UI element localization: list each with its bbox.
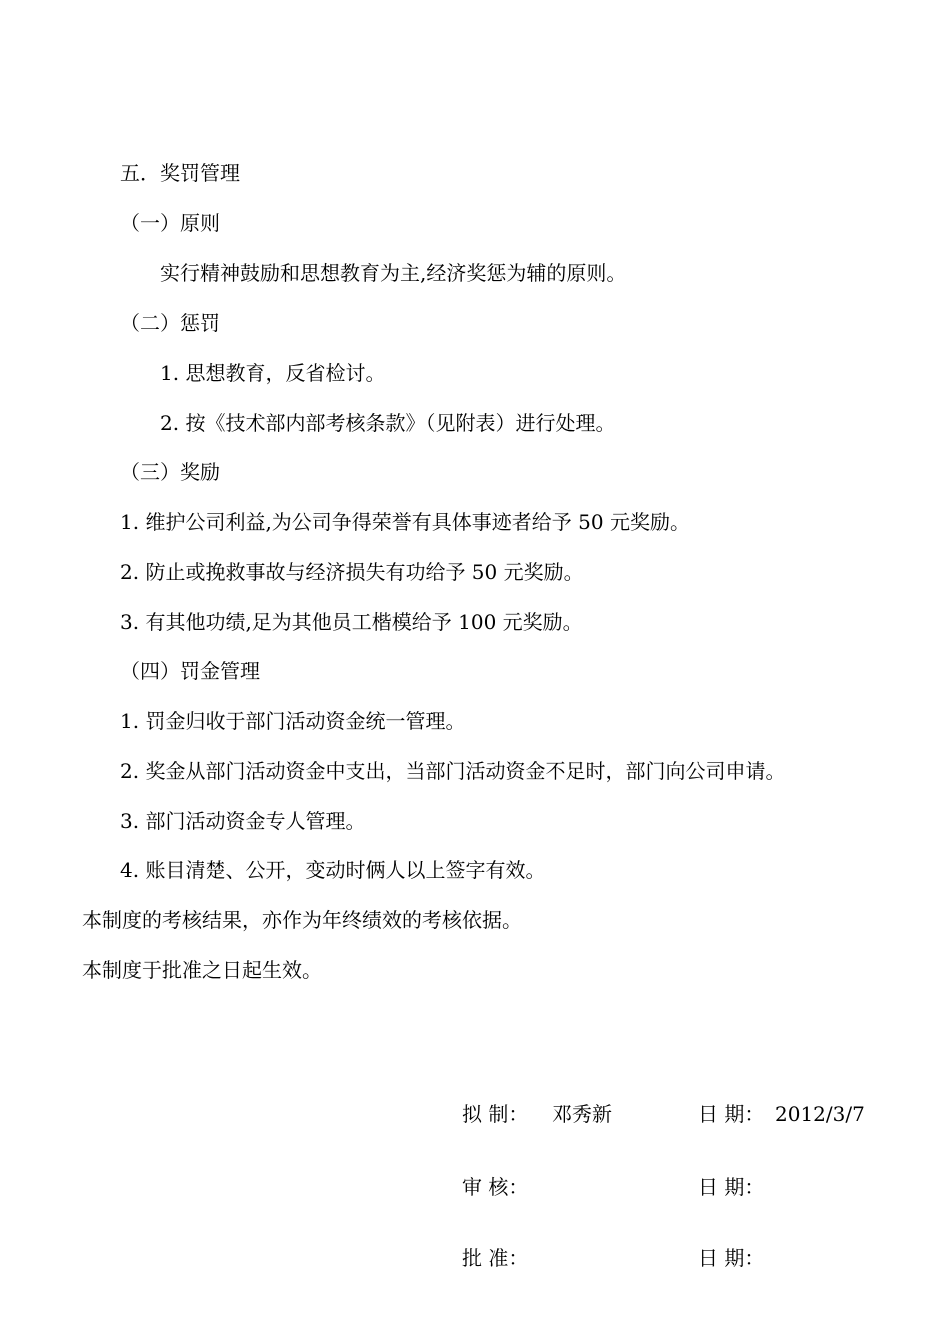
fine-item: 1. 罚金归收于部门活动资金统一管理。 — [120, 709, 466, 733]
section-title: 五．奖罚管理 — [120, 161, 240, 185]
fine-item: 4. 账目清楚、公开，变动时俩人以上签字有效。 — [120, 858, 546, 882]
punishment-item: 1. 思想教育，反省检讨。 — [160, 361, 386, 385]
punishment-heading: （二）惩罚 — [120, 311, 220, 335]
reward-item: 3. 有其他功绩,足为其他员工楷模给予 100 元奖励。 — [120, 610, 583, 634]
fine-heading: （四）罚金管理 — [120, 659, 260, 683]
drafted-date-label: 日 期： — [698, 1102, 765, 1126]
reward-heading: （三）奖励 — [120, 460, 220, 484]
drafted-name: 邓秀新 — [552, 1102, 612, 1126]
closing-line: 本制度的考核结果，亦作为年终绩效的考核依据。 — [82, 908, 522, 932]
fine-item: 2. 奖金从部门活动资金中支出，当部门活动资金不足时，部门向公司申请。 — [120, 759, 786, 783]
drafted-label: 拟 制： — [462, 1102, 529, 1126]
reward-item: 2. 防止或挽救事故与经济损失有功给予 50 元奖励。 — [120, 560, 584, 584]
closing-line: 本制度于批准之日起生效。 — [82, 958, 322, 982]
principle-text: 实行精神鼓励和思想教育为主,经济奖惩为辅的原则。 — [160, 261, 627, 285]
approved-label: 批 准： — [462, 1246, 529, 1270]
approved-date-label: 日 期： — [698, 1246, 765, 1270]
reviewed-date-label: 日 期： — [698, 1175, 765, 1199]
punishment-item: 2. 按《技术部内部考核条款》（见附表）进行处理。 — [160, 411, 616, 435]
fine-item: 3. 部门活动资金专人管理。 — [120, 809, 366, 833]
reviewed-label: 审 核： — [462, 1175, 529, 1199]
reward-item: 1. 维护公司利益,为公司争得荣誉有具体事迹者给予 50 元奖励。 — [120, 510, 690, 534]
drafted-date: 2012/3/7 — [775, 1102, 865, 1126]
principle-heading: （一）原则 — [120, 211, 220, 235]
